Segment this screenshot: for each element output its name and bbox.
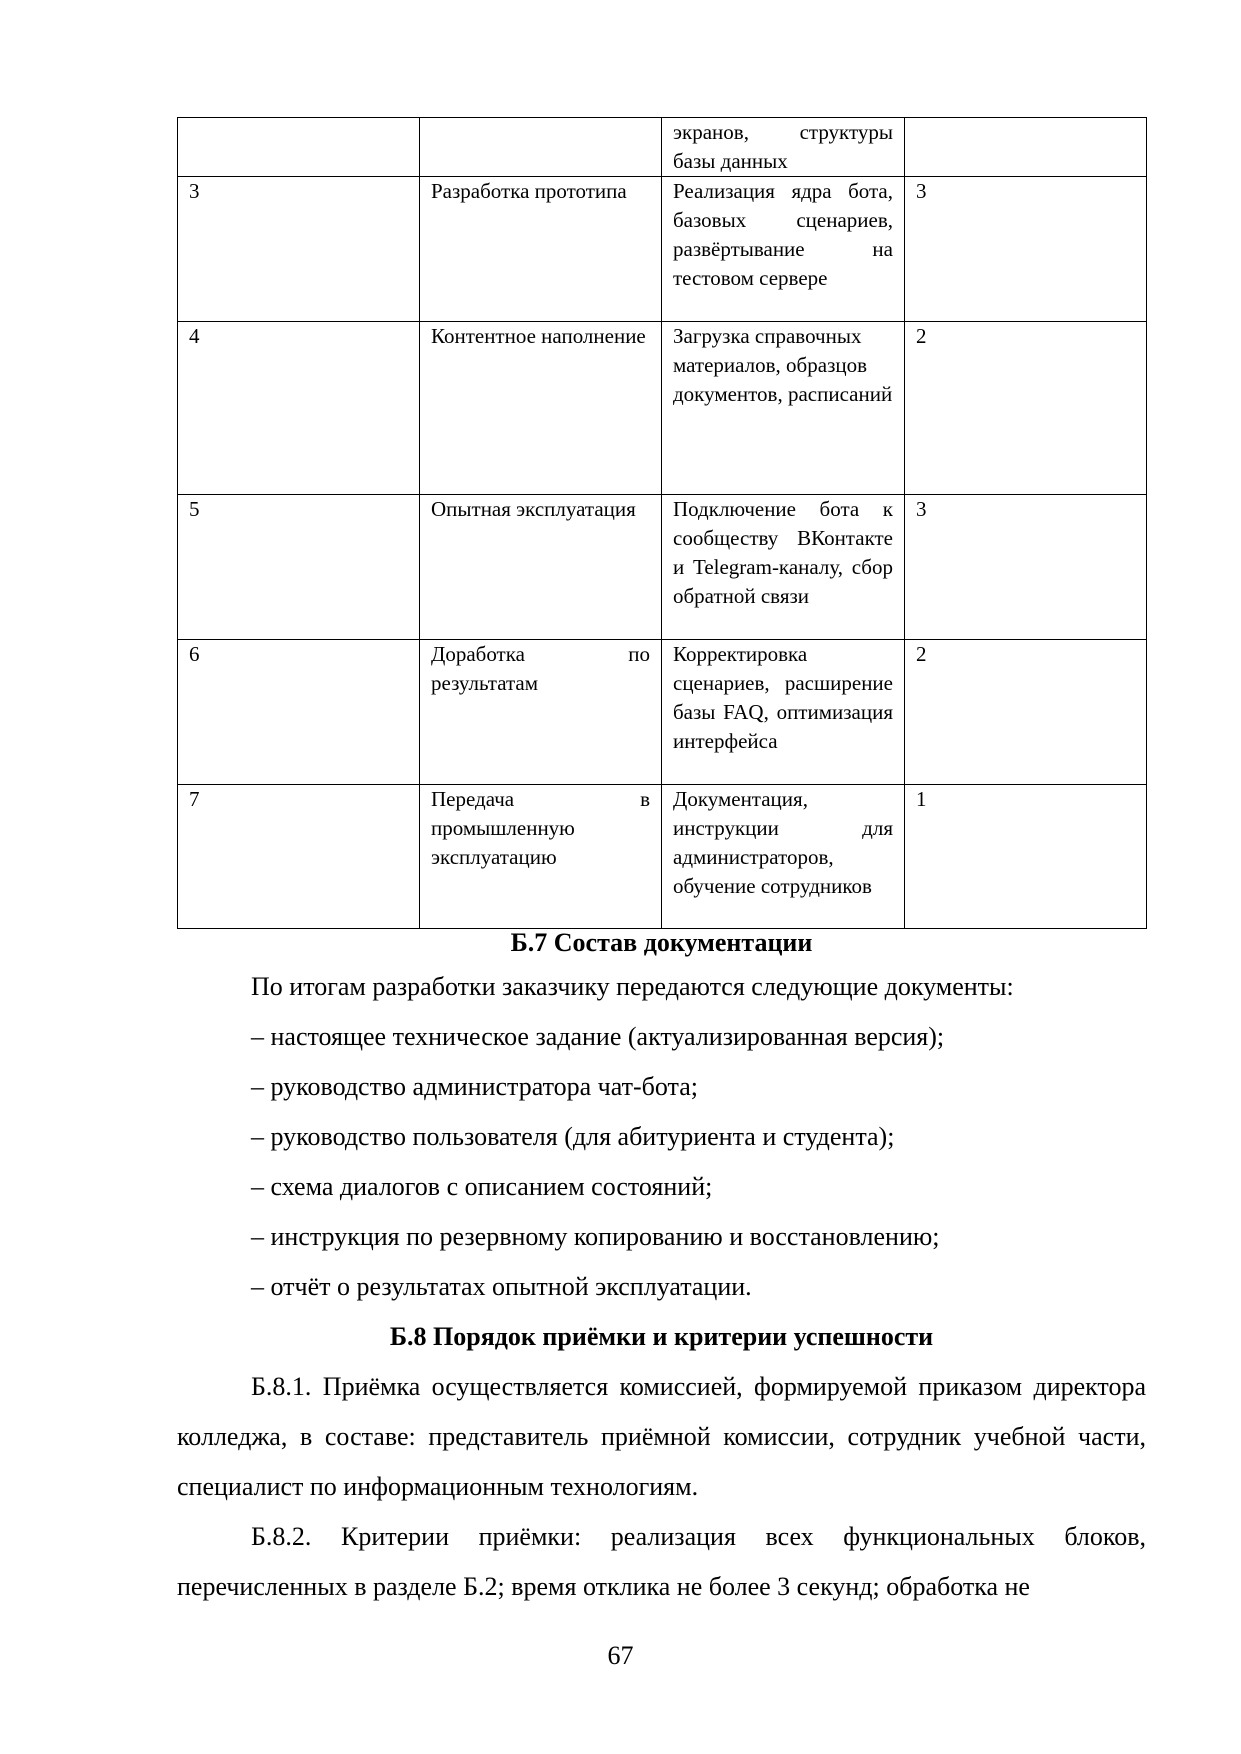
stage-duration-cell: [905, 118, 1147, 177]
table-row: [178, 640, 1147, 785]
stage-name-cell: Доработка по результатам: [420, 640, 662, 785]
stage-duration-cell: 3: [905, 495, 1147, 640]
list-item: – схема диалогов с описанием состояний;: [251, 1172, 713, 1201]
stage-content-cell: Подключение бота к сообществу ВКонтакте и Telegram-каналу, сбор обратной связи: [662, 495, 905, 640]
stage-content-cell: Корректировка сценариев, расширение базы FAQ, оптимизация интерфейса: [662, 640, 905, 785]
list-item: – инструкция по резервному копированию и восстановлению;: [251, 1222, 940, 1251]
table-row: [178, 785, 1147, 929]
stage-duration-cell: 2: [905, 322, 1147, 495]
table-row: [178, 495, 1147, 640]
stage-content-cell: Документация, инструкции для администраторов, обучение сотрудников: [662, 785, 905, 929]
stage-duration-cell: 1: [905, 785, 1147, 929]
stage-number-cell: 5: [178, 495, 420, 640]
stage-duration-cell: 2: [905, 640, 1147, 785]
stage-content-cell: экранов, структуры базы данных: [662, 118, 905, 177]
stage-name-cell: Разработка прототипа: [420, 177, 662, 322]
stage-name-cell: Опытная эксплуатация: [420, 495, 662, 640]
stage-name-cell: [420, 118, 662, 177]
section-b7-heading: Б.7 Состав документации: [510, 928, 813, 957]
stage-number-cell: 4: [178, 322, 420, 495]
stage-name-cell: Контентное наполнение: [420, 322, 662, 495]
section-b8-paragraph-1: Б.8.1. Приёмка осуществляется комиссией, формируемой приказом директора колледжа, в составе: представитель приёмной комиссии, сотрудник учебной части, специалист по информационным технологиям.: [177, 1372, 1146, 1501]
section-b7-intro: По итогам разработки заказчику передаются следующие документы:: [251, 972, 1014, 1001]
stage-content-cell: Реализация ядра бота, базовых сценариев, развёртывание на тестовом сервере: [662, 177, 905, 322]
list-item: – руководство пользователя (для абитуриента и студента);: [251, 1122, 895, 1151]
stages-table: [177, 117, 1147, 929]
table-row: [178, 177, 1147, 322]
stage-duration-cell: 3: [905, 177, 1147, 322]
stage-name-cell: Передача в промышленную эксплуатацию: [420, 785, 662, 929]
table-row: [178, 322, 1147, 495]
stage-number-cell: [178, 118, 420, 177]
table-row: [178, 118, 1147, 177]
stage-number-cell: 7: [178, 785, 420, 929]
list-item: – отчёт о результатах опытной эксплуатации.: [251, 1272, 752, 1301]
section-b8-paragraph-2: Б.8.2. Критерии приёмки: реализация всех функциональных блоков, перечисленных в разделе Б.2; время отклика не более 3 секунд; обработка не: [177, 1522, 1146, 1601]
stage-number-cell: 3: [178, 177, 420, 322]
section-b8-heading: Б.8 Порядок приёмки и критерии успешности: [389, 1322, 934, 1351]
list-item: – настоящее техническое задание (актуализированная версия);: [251, 1022, 945, 1051]
list-item: – руководство администратора чат-бота;: [251, 1072, 698, 1101]
stage-number-cell: 6: [178, 640, 420, 785]
page-number: 67: [607, 1641, 634, 1670]
stage-content-cell: Загрузка справочных материалов, образцов документов, расписаний: [662, 322, 905, 495]
